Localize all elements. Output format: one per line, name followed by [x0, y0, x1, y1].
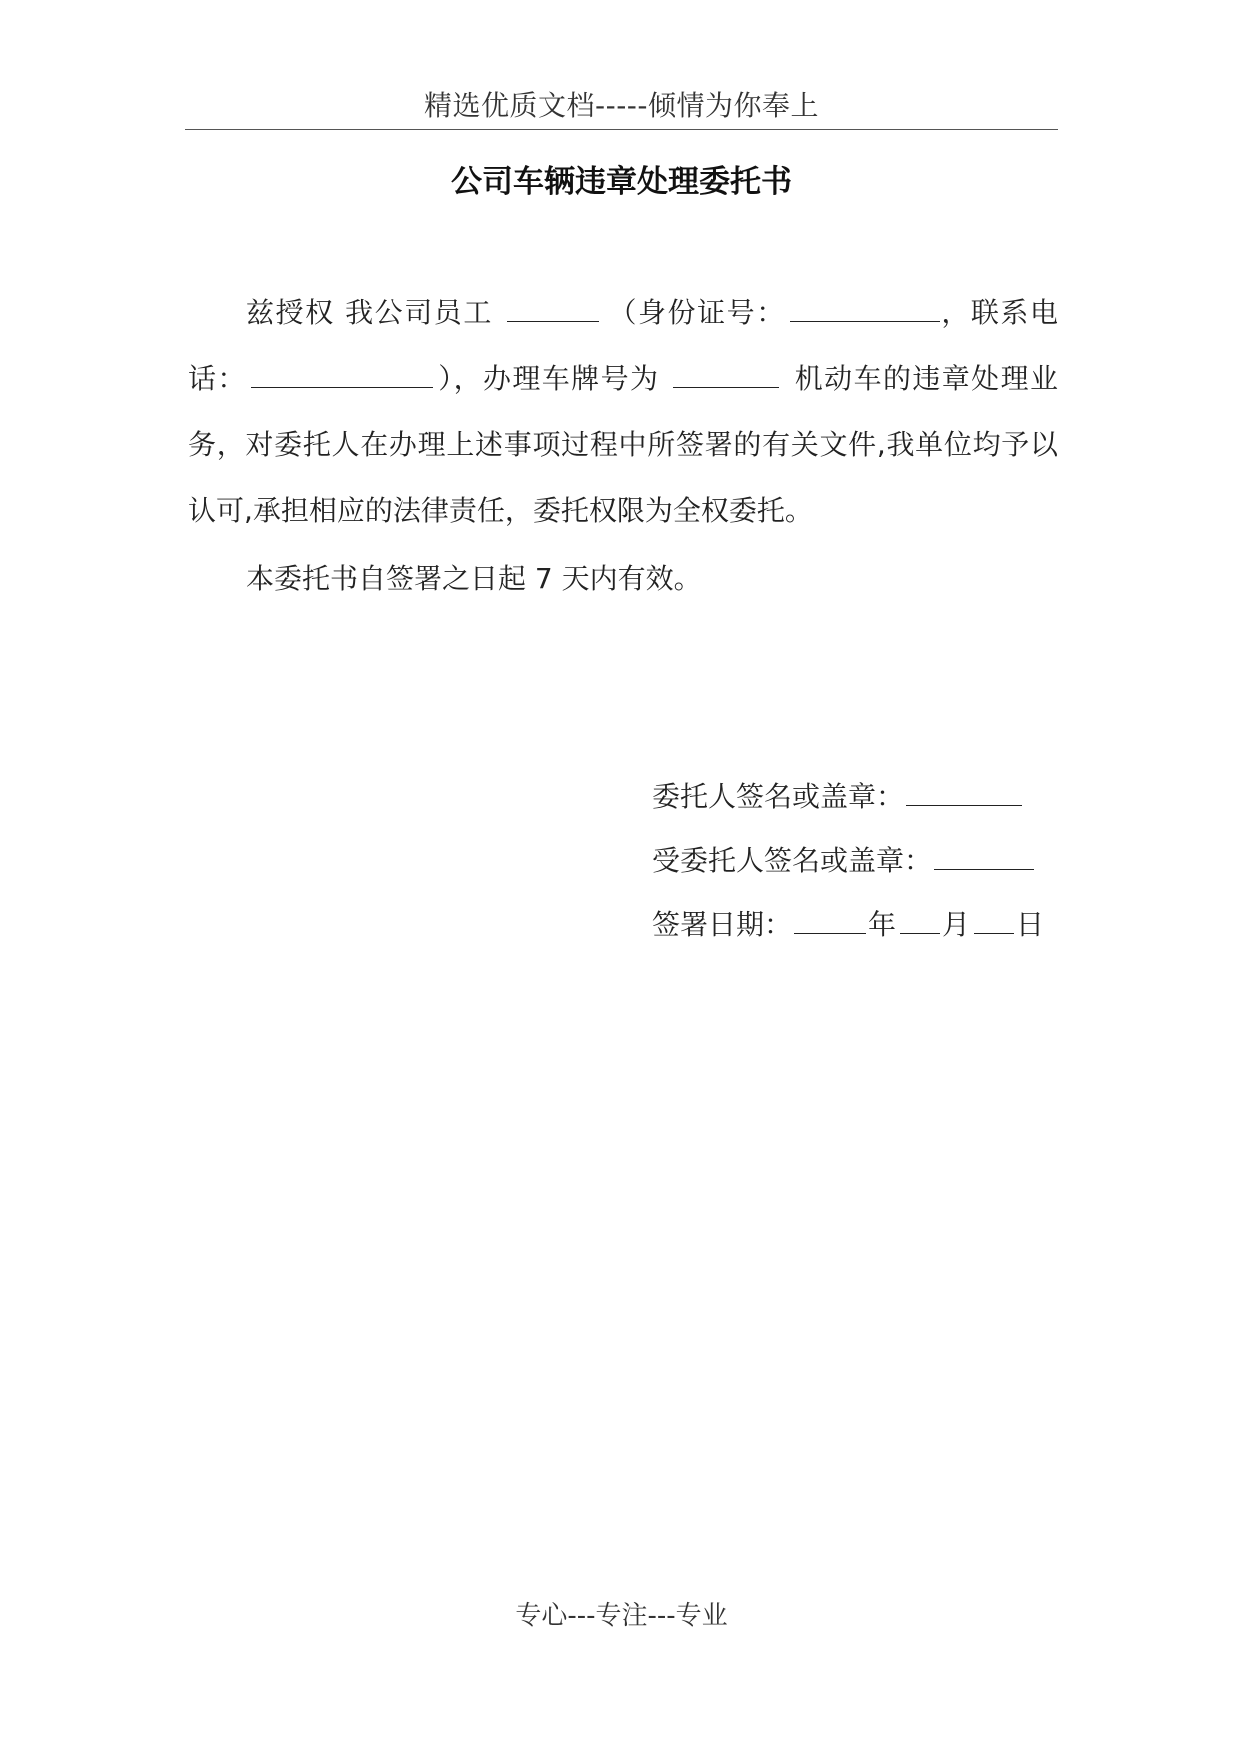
day-label: 日	[1016, 908, 1045, 941]
paragraph-text-3: ，联系电话：	[188, 296, 1058, 395]
agent-signature-line	[652, 829, 1058, 893]
year-blank	[794, 903, 866, 934]
paragraph-text-2: （身份证号：	[606, 296, 786, 329]
plate-number-blank	[673, 357, 779, 388]
id-number-blank	[790, 291, 940, 322]
agent-signature-label: 受委托人签名或盖章：	[652, 844, 933, 877]
header-divider	[185, 129, 1058, 130]
employee-name-blank	[507, 291, 599, 322]
page-footer: 专心---专注---专业	[515, 1601, 728, 1631]
principal-signature-blank	[906, 775, 1022, 806]
phone-number-blank	[251, 357, 433, 388]
principal-signature-line	[652, 765, 1058, 829]
signing-date-label: 签署日期：	[652, 908, 793, 941]
month-label: 月	[942, 908, 971, 941]
signing-date-line	[652, 893, 1058, 957]
document-title: 公司车辆违章处理委托书	[451, 164, 792, 200]
signature-block	[652, 765, 1058, 957]
principal-signature-label: 委托人签名或盖章：	[652, 780, 905, 813]
agent-signature-blank	[934, 839, 1034, 870]
month-blank	[900, 903, 940, 934]
page-header: 精选优质文档-----倾情为你奉上	[423, 89, 820, 122]
authorization-paragraph	[188, 280, 1058, 544]
year-label: 年	[868, 908, 897, 941]
paragraph-text-4: ），办理车牌号为	[436, 362, 660, 395]
paragraph-text-1: 兹授权 我公司员工	[246, 296, 493, 329]
day-blank	[974, 903, 1014, 934]
validity-paragraph: 本委托书自签署之日起 7 天内有效。	[246, 562, 702, 595]
paragraph-text-5: 机动车的违章处理业务，对委托人在办理上述事项过程中所签署的有关文件,我单位均予以认可,承担相应的法律责任，委托权限为全权委托。	[188, 362, 1058, 527]
